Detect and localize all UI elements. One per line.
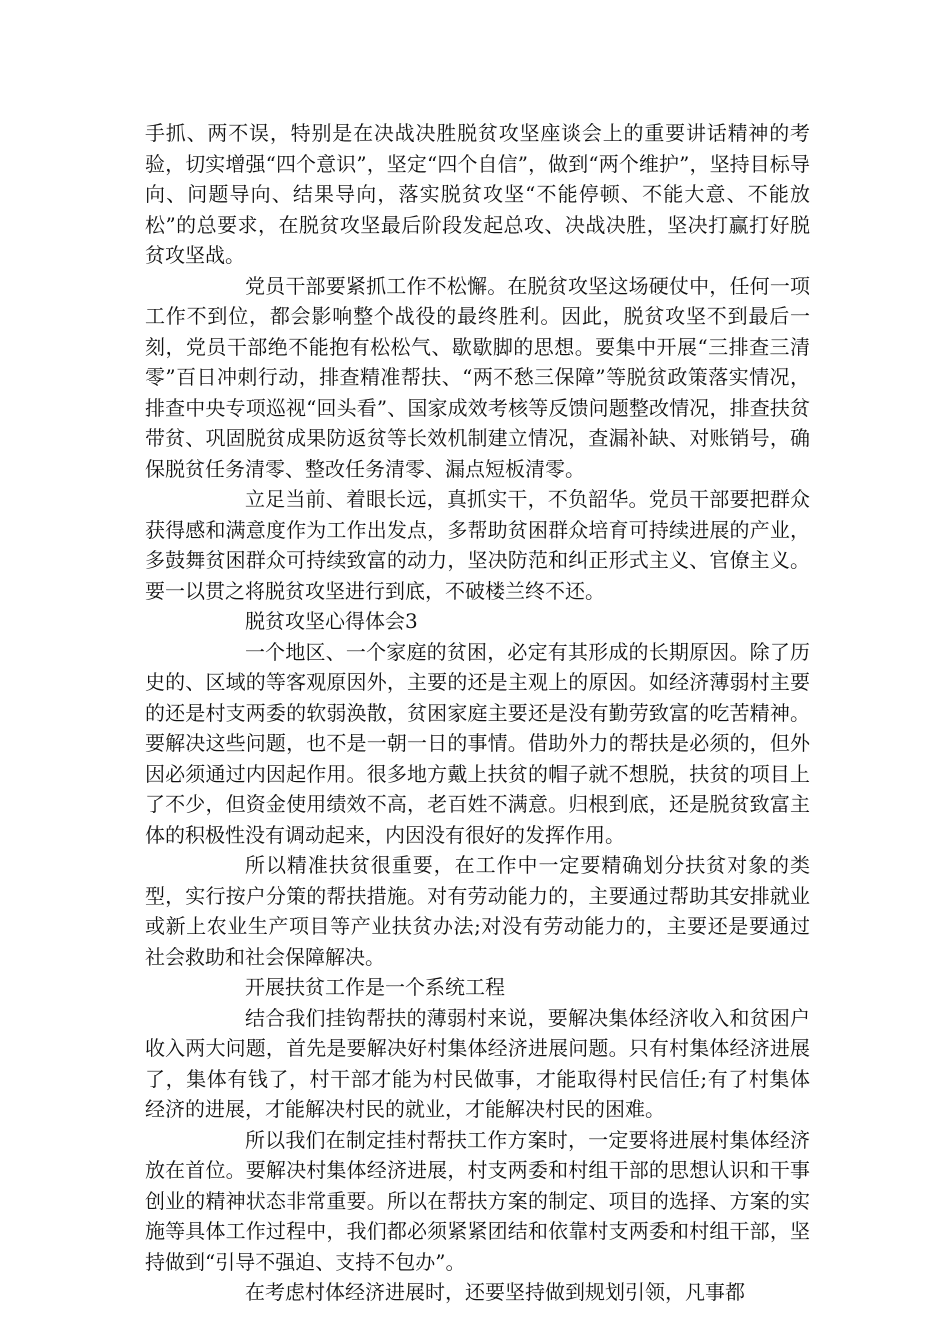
paragraph: 手抓、两不误，特别是在决战决胜脱贫攻坚座谈会上的重要讲话精神的考验，切实增强“四个意识”，坚定“四个自信”，做到“两个维护”，坚持目标导向、问题导向、结果导向，落实脱贫攻坚“不能停顿、不能大意、不能放松”的总要求，在脱贫攻坚最后阶段发起总攻、决战决胜，坚决打赢打好脱贫攻坚战。 <box>145 121 810 267</box>
subsection-heading: 开展扶贫工作是一个系统工程 <box>245 975 505 999</box>
paragraph: 所以精准扶贫很重要，在工作中一定要精确划分扶贫对象的类型，实行按户分策的帮扶措施。对有劳动能力的，主要通过帮助其安排就业或新上农业生产项目等产业扶贫办法;对没有劳动能力的，主要还是要通过社会救助和社会保障解决。 <box>145 853 810 969</box>
paragraph: 一个地区、一个家庭的贫困，必定有其形成的长期原因。除了历史的、区域的等客观原因外，主要的还是主观上的原因。如经济薄弱村主要的还是村支两委的软弱涣散，贫困家庭主要还是没有勤劳致富的吃苦精神。要解决这些问题，也不是一朝一日的事情。借助外力的帮扶是必须的，但外因必须通过内因起作用。很多地方戴上扶贫的帽子就不想脱，扶贫的项目上了不少，但资金使用绩效不高，老百姓不满意。归根到底，还是脱贫致富主体的积极性没有调动起来，内因没有很好的发挥作用。 <box>145 639 810 847</box>
section-heading: 脱贫攻坚心得体会3 <box>245 609 418 633</box>
paragraph: 结合我们挂钩帮扶的薄弱村来说，要解决集体经济收入和贫困户收入两大问题，首先是要解决好村集体经济进展问题。只有村集体经济进展了，集体有钱了，村干部才能为村民做事，才能取得村民信任;有了村集体经济的进展，才能解决村民的就业，才能解决村民的困难。 <box>145 1005 810 1121</box>
paragraph: 党员干部要紧抓工作不松懈。在脱贫攻坚这场硬仗中，任何一项工作不到位，都会影响整个战役的最终胜利。因此，脱贫攻坚不到最后一刻，党员干部绝不能抱有松松气、歇歇脚的思想。要集中开展“三排查三清零”百日冲刺行动，排查精准帮扶、“两不愁三保障”等脱贫政策落实情况，排查中央专项巡视“回头看”、国家成效考核等反馈问题整改情况，排查扶贫带贫、巩固脱贫成果防返贫等长效机制建立情况，查漏补缺、对账销号，确保脱贫任务清零、整改任务清零、漏点短板清零。 <box>145 273 810 481</box>
paragraph: 所以我们在制定挂村帮扶工作方案时，一定要将进展村集体经济放在首位。要解决村集体经济进展，村支两委和村组干部的思想认识和干事创业的精神状态非常重要。所以在帮扶方案的制定、项目的选择、方案的实施等具体工作过程中，我们都必须紧紧团结和依靠村支两委和村组干部，坚持做到“引导不强迫、支持不包办”。 <box>145 1127 810 1274</box>
paragraph: 在考虑村体经济进展时，还要坚持做到规划引领，凡事都 <box>245 1280 745 1304</box>
document-body <box>145 118 810 1308</box>
paragraph: 立足当前、着眼长远，真抓实干，不负韶华。党员干部要把群众获得感和满意度作为工作出发点，多帮助贫困群众培育可持续进展的产业，多鼓舞贫困群众可持续致富的动力，坚决防范和纠正形式主义、官僚主义。要一以贯之将脱贫攻坚进行到底，不破楼兰终不还。 <box>145 487 810 603</box>
